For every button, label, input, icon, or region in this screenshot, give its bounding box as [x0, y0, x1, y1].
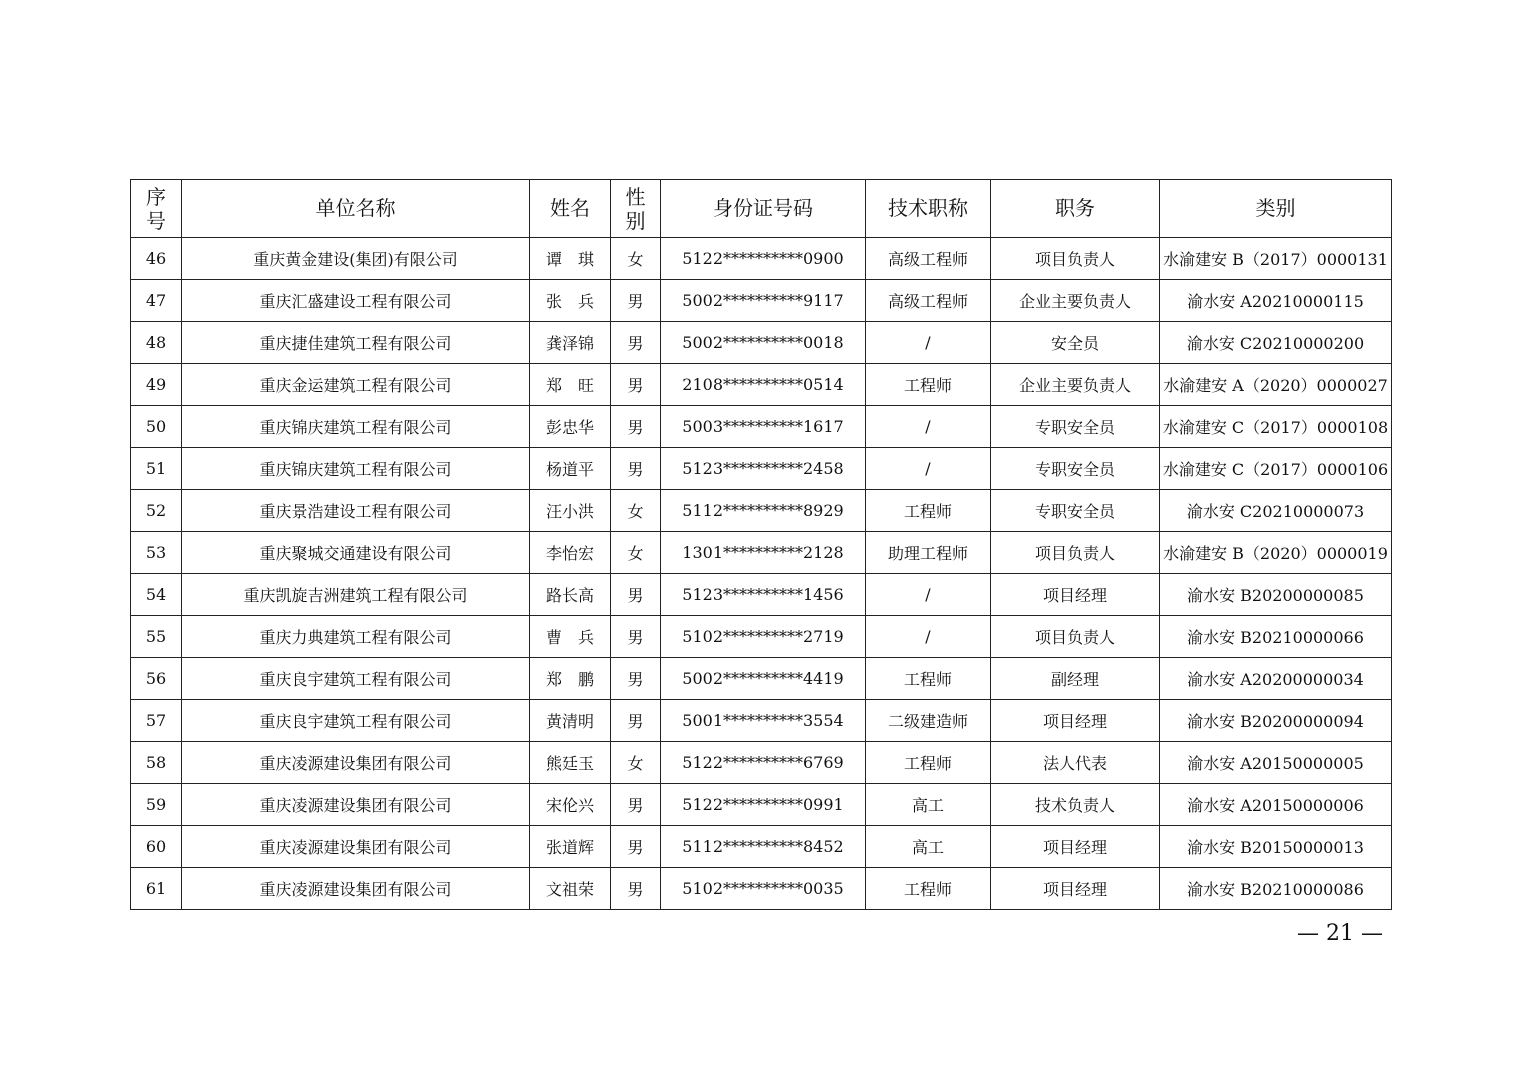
cell-id-number: 1301**********2128: [661, 532, 866, 574]
cell-company: 重庆凯旋吉洲建筑工程有限公司: [182, 574, 530, 616]
cell-gender: 男: [611, 784, 661, 826]
cell-name: 谭 琪: [530, 238, 611, 280]
cell-gender: 男: [611, 658, 661, 700]
cell-tech-title: /: [866, 322, 991, 364]
cell-position: 项目负责人: [991, 532, 1160, 574]
cell-seq: 59: [131, 784, 182, 826]
cell-name: 宋伦兴: [530, 784, 611, 826]
cell-position: 企业主要负责人: [991, 364, 1160, 406]
table-row: [131, 238, 1392, 280]
table-row: [131, 826, 1392, 868]
cell-position: 专职安全员: [991, 490, 1160, 532]
table-row: [131, 700, 1392, 742]
cell-name: 张 兵: [530, 280, 611, 322]
cell-company: 重庆捷佳建筑工程有限公司: [182, 322, 530, 364]
cell-seq: 56: [131, 658, 182, 700]
cell-seq: 55: [131, 616, 182, 658]
cell-category: 水渝建安 A（2020）0000027: [1160, 364, 1392, 406]
cell-gender: 男: [611, 322, 661, 364]
cell-id-number: 5102**********2719: [661, 616, 866, 658]
table-row: [131, 490, 1392, 532]
cell-gender: 男: [611, 364, 661, 406]
cell-name: 汪小洪: [530, 490, 611, 532]
cell-position: 项目负责人: [991, 238, 1160, 280]
cell-seq: 57: [131, 700, 182, 742]
cell-name: 文祖荣: [530, 868, 611, 910]
cell-seq: 47: [131, 280, 182, 322]
cell-company: 重庆良宇建筑工程有限公司: [182, 658, 530, 700]
cell-category: 渝水安 A20210000115: [1160, 280, 1392, 322]
cell-gender: 男: [611, 406, 661, 448]
table-row: [131, 658, 1392, 700]
cell-name: 张道辉: [530, 826, 611, 868]
table-row: [131, 364, 1392, 406]
cell-category: 渝水安 B20210000086: [1160, 868, 1392, 910]
cell-category: 渝水安 A20200000034: [1160, 658, 1392, 700]
cell-category: 渝水安 A20150000006: [1160, 784, 1392, 826]
cell-name: 曹 兵: [530, 616, 611, 658]
cell-tech-title: /: [866, 574, 991, 616]
personnel-table: [130, 179, 1392, 910]
cell-seq: 46: [131, 238, 182, 280]
header-tech-title: 技术职称: [866, 180, 991, 238]
table-row: [131, 280, 1392, 322]
cell-id-number: 5102**********0035: [661, 868, 866, 910]
table-row: [131, 448, 1392, 490]
header-gender: 性 别: [611, 180, 661, 238]
cell-name: 李怡宏: [530, 532, 611, 574]
cell-name: 黄清明: [530, 700, 611, 742]
cell-category: 渝水安 B20200000085: [1160, 574, 1392, 616]
cell-gender: 女: [611, 532, 661, 574]
table-row: [131, 784, 1392, 826]
cell-tech-title: 工程师: [866, 742, 991, 784]
cell-position: 技术负责人: [991, 784, 1160, 826]
cell-company: 重庆聚城交通建设有限公司: [182, 532, 530, 574]
cell-position: 项目负责人: [991, 616, 1160, 658]
cell-seq: 48: [131, 322, 182, 364]
cell-id-number: 5112**********8929: [661, 490, 866, 532]
table-row: [131, 574, 1392, 616]
cell-id-number: 5001**********3554: [661, 700, 866, 742]
header-company: 单位名称: [182, 180, 530, 238]
cell-id-number: 2108**********0514: [661, 364, 866, 406]
cell-gender: 男: [611, 868, 661, 910]
cell-category: 渝水安 A20150000005: [1160, 742, 1392, 784]
table-row: [131, 322, 1392, 364]
cell-category: 渝水安 C20210000200: [1160, 322, 1392, 364]
cell-company: 重庆金运建筑工程有限公司: [182, 364, 530, 406]
table-body: [131, 238, 1392, 910]
cell-tech-title: 高级工程师: [866, 238, 991, 280]
cell-gender: 男: [611, 574, 661, 616]
cell-company: 重庆力典建筑工程有限公司: [182, 616, 530, 658]
cell-company: 重庆景浩建设工程有限公司: [182, 490, 530, 532]
cell-category: 水渝建安 B（2020）0000019: [1160, 532, 1392, 574]
header-category: 类别: [1160, 180, 1392, 238]
header-id-number: 身份证号码: [661, 180, 866, 238]
table-row: [131, 616, 1392, 658]
table-row: [131, 532, 1392, 574]
cell-seq: 52: [131, 490, 182, 532]
cell-gender: 男: [611, 280, 661, 322]
cell-id-number: 5002**********9117: [661, 280, 866, 322]
cell-company: 重庆锦庆建筑工程有限公司: [182, 448, 530, 490]
cell-name: 郑 鹏: [530, 658, 611, 700]
cell-tech-title: 工程师: [866, 490, 991, 532]
cell-position: 项目经理: [991, 868, 1160, 910]
table-header-row: [131, 180, 1392, 238]
cell-id-number: 5123**********1456: [661, 574, 866, 616]
cell-name: 郑 旺: [530, 364, 611, 406]
cell-company: 重庆黄金建设(集团)有限公司: [182, 238, 530, 280]
cell-seq: 61: [131, 868, 182, 910]
cell-category: 渝水安 B20150000013: [1160, 826, 1392, 868]
table-row: [131, 868, 1392, 910]
cell-id-number: 5122**********0991: [661, 784, 866, 826]
cell-position: 安全员: [991, 322, 1160, 364]
cell-tech-title: 高工: [866, 784, 991, 826]
cell-company: 重庆良宇建筑工程有限公司: [182, 700, 530, 742]
cell-category: 渝水安 B20210000066: [1160, 616, 1392, 658]
cell-gender: 女: [611, 490, 661, 532]
cell-seq: 58: [131, 742, 182, 784]
cell-gender: 男: [611, 616, 661, 658]
cell-position: 专职安全员: [991, 406, 1160, 448]
table-row: [131, 742, 1392, 784]
cell-tech-title: 二级建造师: [866, 700, 991, 742]
cell-company: 重庆凌源建设集团有限公司: [182, 784, 530, 826]
cell-name: 熊廷玉: [530, 742, 611, 784]
cell-company: 重庆凌源建设集团有限公司: [182, 742, 530, 784]
cell-tech-title: 助理工程师: [866, 532, 991, 574]
cell-id-number: 5122**********6769: [661, 742, 866, 784]
cell-seq: 51: [131, 448, 182, 490]
cell-seq: 60: [131, 826, 182, 868]
cell-id-number: 5112**********8452: [661, 826, 866, 868]
cell-id-number: 5002**********4419: [661, 658, 866, 700]
cell-category: 水渝建安 C（2017）0000106: [1160, 448, 1392, 490]
cell-id-number: 5122**********0900: [661, 238, 866, 280]
header-seq: 序 号: [131, 180, 182, 238]
cell-category: 渝水安 C20210000073: [1160, 490, 1392, 532]
cell-gender: 女: [611, 238, 661, 280]
cell-tech-title: 工程师: [866, 658, 991, 700]
cell-id-number: 5003**********1617: [661, 406, 866, 448]
cell-position: 副经理: [991, 658, 1160, 700]
cell-company: 重庆凌源建设集团有限公司: [182, 868, 530, 910]
cell-tech-title: 高级工程师: [866, 280, 991, 322]
cell-category: 水渝建安 B（2017）0000131: [1160, 238, 1392, 280]
cell-company: 重庆凌源建设集团有限公司: [182, 826, 530, 868]
header-position: 职务: [991, 180, 1160, 238]
cell-seq: 49: [131, 364, 182, 406]
cell-id-number: 5002**********0018: [661, 322, 866, 364]
cell-tech-title: /: [866, 448, 991, 490]
cell-position: 企业主要负责人: [991, 280, 1160, 322]
cell-category: 水渝建安 C（2017）0000108: [1160, 406, 1392, 448]
cell-position: 项目经理: [991, 826, 1160, 868]
cell-name: 彭忠华: [530, 406, 611, 448]
cell-tech-title: 工程师: [866, 868, 991, 910]
cell-company: 重庆锦庆建筑工程有限公司: [182, 406, 530, 448]
cell-tech-title: /: [866, 406, 991, 448]
cell-gender: 男: [611, 448, 661, 490]
cell-tech-title: 高工: [866, 826, 991, 868]
cell-name: 杨道平: [530, 448, 611, 490]
cell-position: 项目经理: [991, 700, 1160, 742]
cell-seq: 50: [131, 406, 182, 448]
table-row: [131, 406, 1392, 448]
cell-tech-title: 工程师: [866, 364, 991, 406]
cell-position: 专职安全员: [991, 448, 1160, 490]
cell-name: 路长高: [530, 574, 611, 616]
cell-position: 项目经理: [991, 574, 1160, 616]
cell-seq: 53: [131, 532, 182, 574]
cell-company: 重庆汇盛建设工程有限公司: [182, 280, 530, 322]
cell-gender: 男: [611, 700, 661, 742]
cell-name: 龚泽锦: [530, 322, 611, 364]
cell-position: 法人代表: [991, 742, 1160, 784]
cell-gender: 男: [611, 826, 661, 868]
cell-gender: 女: [611, 742, 661, 784]
page-number: — 21 —: [1297, 921, 1383, 946]
header-name: 姓名: [530, 180, 611, 238]
cell-tech-title: /: [866, 616, 991, 658]
cell-seq: 54: [131, 574, 182, 616]
cell-category: 渝水安 B20200000094: [1160, 700, 1392, 742]
cell-id-number: 5123**********2458: [661, 448, 866, 490]
